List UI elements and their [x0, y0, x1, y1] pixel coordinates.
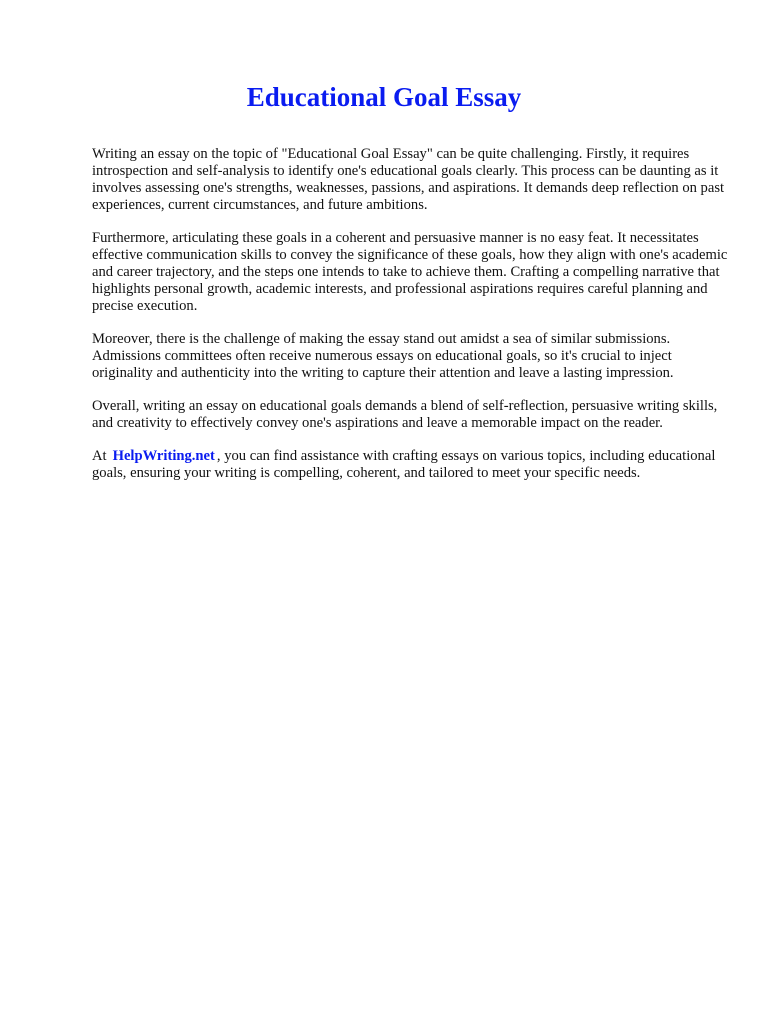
paragraph-3: Moreover, there is the challenge of making the essay stand out amidst a sea of similar submissions. Admissions committees often receive numerous essays on educational goals, so it's crucial to inject originality and authenticity into the writing to capture their attention and leave a lasting impression. — [92, 331, 674, 381]
closing-paragraph — [92, 448, 732, 482]
paragraph-1: Writing an essay on the topic of "Educational Goal Essay" can be quite challenging. Firstly, it requires introspection and self-analysis to identify one's educational goals clearly. This process can be daunting as it involves assessing one's strengths, weaknesses, passions, and aspirations. It demands deep reflection on past experiences, current circumstances, and future ambitions. — [92, 146, 725, 213]
essay-body — [92, 146, 732, 498]
closing-suffix: , you can find assistance with crafting essays on various topics, including educational goals, ensuring your writing is compelling, coherent, and tailored to meet your specific needs. — [92, 448, 716, 481]
page-title: Educational Goal Essay — [246, 82, 522, 112]
closing-prefix: At — [92, 448, 107, 464]
helpwriting-link[interactable]: HelpWriting.net — [112, 448, 215, 464]
paragraph-4: Overall, writing an essay on educational goals demands a blend of self-reflection, persuasive writing skills, and creativity to effectively convey one's aspirations and leave a memorable impact on the reader. — [92, 398, 718, 431]
paragraph-2: Furthermore, articulating these goals in a coherent and persuasive manner is no easy feat. It necessitates effective communication skills to convey the significance of these goals, how they align with one's academic and career trajectory, and the steps one intends to take to achieve them. Crafting a compelling narrative that highlights personal growth, academic interests, and professional aspirations requires careful planning and precise execution. — [92, 230, 728, 314]
